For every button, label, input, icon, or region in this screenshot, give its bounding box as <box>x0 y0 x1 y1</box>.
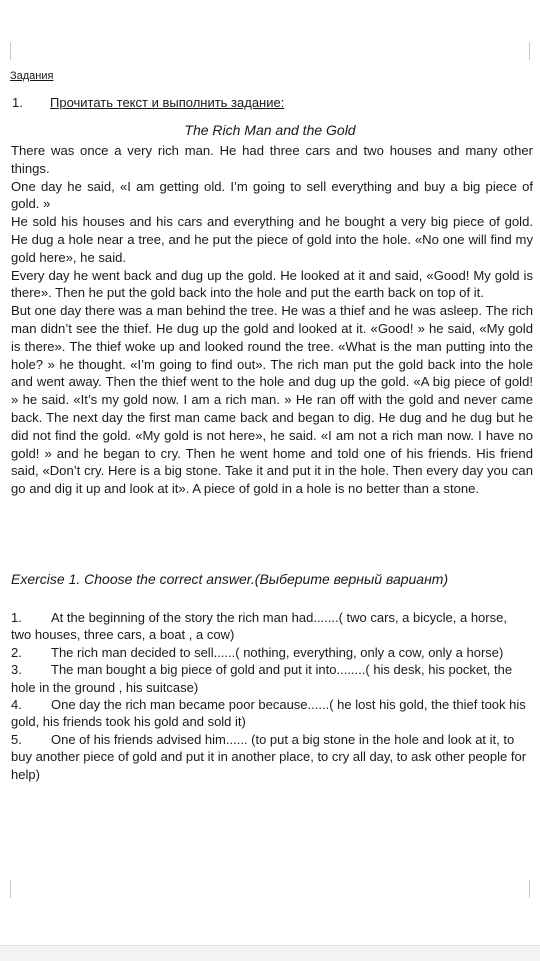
story-paragraph: One day he said, «I am getting old. I’m going to sell everything and buy a big piece of gold. » <box>11 178 533 212</box>
question-number: 5. <box>11 731 22 747</box>
question-item <box>11 731 529 783</box>
exercise-title: Exercise 1. Choose the correct answer.(Выберите верный вариант) <box>11 571 449 587</box>
story-paragraph: Every day he went back and dug up the gold. He looked at it and said, «Good! My gold is there». Then he put the gold back into the hole and put the earth back on top of it. <box>11 267 533 301</box>
task-instruction: Прочитать текст и выполнить задание: <box>50 95 285 110</box>
question-item <box>11 609 529 644</box>
question-text: The rich man decided to sell......( nothing, everything, only a cow, only a horse) <box>51 644 504 660</box>
crop-mark-top-left <box>10 42 11 60</box>
story-paragraph: There was once a very rich man. He had three cars and two houses and many other things. <box>11 143 533 176</box>
task-number: 1. <box>12 95 23 110</box>
question-item <box>11 661 529 696</box>
question-number: 3. <box>11 662 22 678</box>
question-item <box>11 644 529 661</box>
crop-mark-bottom-right <box>529 880 530 898</box>
question-list <box>11 609 529 783</box>
question-text: At the beginning of the story the rich man had.......( two cars, a bicycle, a horse, two houses, three cars, a boat , a cow) <box>11 610 507 643</box>
crop-mark-top-right <box>529 42 530 60</box>
section-label: Задания <box>10 70 54 82</box>
question-number: 4. <box>11 697 22 713</box>
question-number: 2. <box>11 644 22 660</box>
story-paragraph: He sold his houses and his cars and everything and he bought a very big piece of gold. He dug a hole near a tree, and he put the piece of gold into the hole. «No one will find my gold here», he said. <box>11 214 533 265</box>
story-body <box>11 142 533 498</box>
question-item <box>11 696 529 731</box>
crop-mark-bottom-left <box>10 880 11 898</box>
question-number: 1. <box>11 610 22 625</box>
question-text: The man bought a big piece of gold and put it into........( his desk, his pocket, the hole in the ground , his suitcase) <box>11 662 513 695</box>
story-title: The Rich Man and the Gold <box>184 122 356 138</box>
question-text: One of his friends advised him...... (to put a big stone in the hole and look at it, to buy another piece of gold and put it in another place, to cry all day, to ask other people for help) <box>11 731 527 782</box>
bottom-strip <box>0 945 540 961</box>
question-text: One day the rich man became poor because......( he lost his gold, the thief took his gold, his friends took his gold and sold it) <box>11 697 526 730</box>
story-paragraph: But one day there was a man behind the tree. He was a thief and he was asleep. The rich man didn’t see the thief. He dug up the gold and looked at it. «Good! » he said, «My gold is there». The thief woke up and looked round the tree. «What is the man putting into the hole? » he thought. «I’m going to find out». The rich man put the gold back into the hole and went away. Then the thief went to the hole and dug up the gold. «A big piece of gold! » he said. «It’s my gold now. I am a rich man. » He ran off with the gold and never came back. The next day the first man came back and began to dig. He dug and he dug but he did not find the gold. «My gold is not here», he said. «I am not a rich man now. I have no gold! » and he began to cry. Then he went home and told one of his friends. His friend said, «Don’t cry. Here is a big stone. Take it and put it in the hole. Then every day you can go and dig it up and look at it». A piece of gold in a hole is no better than a stone. <box>11 303 533 497</box>
